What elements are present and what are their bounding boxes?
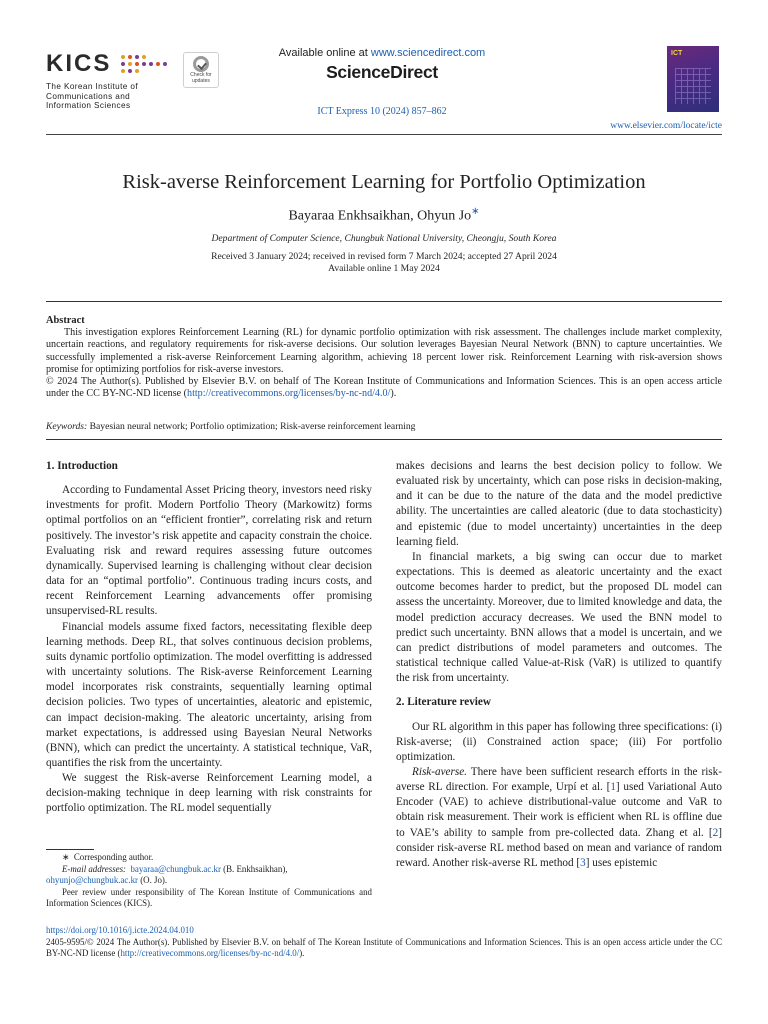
- journal-reference-link[interactable]: ICT Express 10 (2024) 857–862: [317, 106, 447, 117]
- corresponding-author-note: ∗ Corresponding author.: [62, 852, 154, 862]
- page-bottom-info: [46, 925, 722, 960]
- email-addresses: E-mail addresses: bayaraa@chungbuk.ac.kr (B. Enkhsaikhan),: [62, 863, 288, 874]
- section-literature-review-heading: 2. Literature review: [396, 696, 491, 709]
- left-column: [46, 459, 372, 817]
- cover-pattern: [675, 68, 711, 104]
- check-for-updates-button[interactable]: Check for updates: [183, 52, 219, 88]
- right-column: [396, 459, 722, 871]
- sciencedirect-logo: ScienceDirect: [326, 62, 438, 82]
- corresponding-author-mark[interactable]: ∗: [471, 206, 480, 217]
- intro-paragraph-1: According to Fundamental Asset Pricing theory, investors need risky investments for profit. Modern Portfolio Theory (Markowitz) forms optimal portfolios on an “efficient frontier”, correlating risk and return positively. The investor’s risk appetite and capacity constrain the choice. Evaluating risk and reward requires assessing future outcomes dynamically. Supervised learning is challenging without clear decision data for an “optimal portfolio”. Continuous trading incurs costs, and recent Reinforcement Learning advancements offer promising unsupervised-RL results.: [46, 484, 372, 618]
- keywords: [46, 421, 722, 432]
- abstract-bottom-divider: [46, 439, 722, 440]
- header-divider: [46, 134, 722, 135]
- available-online: Available online at www.sciencedirect.com: [278, 47, 486, 59]
- elsevier-locate-link[interactable]: www.elsevier.com/locate/icte: [610, 121, 722, 131]
- kics-dots-icon: [121, 53, 175, 75]
- abstract-copyright: © 2024 The Author(s). Published by Elsevier B.V. on behalf of The Korean Institute of Communications and Information Sciences. This is an open access article under the CC BY-NC-ND license (http://creativecommons.org/licenses/by-nc-nd/4.0/).: [46, 376, 722, 400]
- abstract-body: This investigation explores Reinforcement Learning (RL) for dynamic portfolio optimization with risk assessment. The challenges include market complexity, uncertain reactions, and regulatory requirements for risk-averse decisions. Our solution leverages Bayesian Neural Network (BNN) to capture uncertainties. We successfully implemented a risk-averse Reinforcement Learning algorithm, achieving 18 percent lower risk. Reinforcement Learning with risk-aversion shows promise for optimizing portfolios for risk-averse investors.: [46, 327, 722, 375]
- abstract-section: [46, 315, 722, 400]
- email-jo: ohyunjo@chungbuk.ac.kr (O. Jo).: [46, 875, 168, 886]
- abstract-license-link[interactable]: http://creativecommons.org/licenses/by-nc-nd/4.0/: [187, 388, 391, 400]
- intro-paragraph-2: Financial models assume fixed factors, necessitating flexible deep learning methods. Deep RL, that solves continuous decision problems, suits dynamic portfolio optimization. The model overfitting is addressed with uncertainty solutions. The Risk-averse Reinforcement Learning model incorporates risk constraints, sequentially learning optimal decision policies. Two types of uncertainties, aleatoric and epistemic, can impact decision-making. The aleatoric uncertainty, arising from market expectations, is addressed using Bayesian Neural Networks (BNN), which can predict the uncertainty. A statistical technique, VaR, quantifies the risk from the uncertainty.: [46, 620, 372, 769]
- peer-review-note: Peer review under responsibility of The Korean Institute of Communications and Information Sciences (KICS).: [46, 886, 372, 909]
- article-authors: Bayaraa Enkhsaikhan, Ohyun Jo∗: [288, 206, 480, 224]
- email-jo-link[interactable]: ohyunjo@chungbuk.ac.kr: [46, 875, 138, 886]
- sciencedirect-link[interactable]: www.sciencedirect.com: [370, 47, 486, 59]
- kics-subtitle: The Korean Institute of Communications and Information Sciences: [46, 82, 139, 110]
- footnotes: [46, 852, 372, 910]
- footnote-divider: [46, 849, 94, 850]
- doi-link[interactable]: https://doi.org/10.1016/j.icte.2024.04.010: [46, 925, 194, 935]
- article-history: Received 3 January 2024; received in revised form 7 March 2024; accepted 27 April 2024 Available online 1 May 2024: [211, 251, 557, 274]
- citation-1-link[interactable]: 1: [610, 781, 616, 794]
- email-enkhsaikhan-link[interactable]: bayaraa@chungbuk.ac.kr: [130, 863, 221, 874]
- risk-averse-label: Risk-averse.: [412, 765, 467, 778]
- check-updates-icon: [193, 56, 209, 72]
- intro-paragraph-3: We suggest the Risk-averse Reinforcement Learning model, a decision-making technique in deep learning with risk constraints for portfolio optimization. The RL model sequentially: [46, 772, 372, 815]
- issn-copyright: 2405-9595/© 2024 The Author(s). Published by Elsevier B.V. on behalf of The Korean Institute of Communications and Information Sciences. This is an open access article under the CC BY-NC-ND license (http://creativecommons.org/licenses/by-nc-nd/4.0/).: [46, 936, 722, 959]
- lit-paragraph-2: Risk-averse. There have been sufficient research efforts in the risk-averse RL direction. For example, Urpí et al. [1] used Variational Auto Encoder (VAE) to achieve distributional-value outcome and VaR to obtain risk measurement. Their work is efficient when RL is offline due to VAE’s ability to sample from pre-collected data. Zhang et al. [2] consider risk-averse RL method based on mean and variance of random reward. Another risk-averse RL method [3] uses epistemic: [396, 765, 723, 869]
- intro-paragraph-3-continued: makes decisions and learns the best decision policy to follow. We evaluated risk by uncertainty, which can pose risks in decision-making, and it can be due to the nature of the data and the model predictive ability. The uncertainties are called aleatoric (due to data stochasticity) and epistemic (due to model uncertainty) uncertainties in the deep learning field.: [396, 460, 722, 548]
- section-introduction-heading: 1. Introduction: [46, 460, 118, 472]
- affiliation: Department of Computer Science, Chungbuk National University, Cheongju, South Korea: [211, 233, 557, 244]
- article-title: Risk-averse Reinforcement Learning for Portfolio Optimization: [122, 171, 646, 193]
- journal-cover-image[interactable]: ICT: [667, 46, 719, 112]
- page-header: [0, 0, 768, 140]
- intro-paragraph-4: In financial markets, a big swing can occur due to market expectations. This is deemed as aleatoric uncertainty and the exact outcome becomes harder to predict, but the proposed DL model can assess the uncertainty. Moreover, due to limited knowledge and data, the model prediction accuracy decreases. We used the BNN model to predict such uncertainty. BNN allows that a model is uncertain, and we can predict distributions of model parameters and outcomes. The statistical technique called Value-at-Risk (VaR) is utilized to quantify the risk from uncertainty.: [396, 550, 722, 685]
- bottom-license-link[interactable]: http://creativecommons.org/licenses/by-nc-nd/4.0/: [120, 948, 300, 959]
- citation-2-link[interactable]: 2: [712, 826, 719, 839]
- citation-3-link[interactable]: 3: [580, 856, 586, 869]
- keywords-list: Bayesian neural network; Portfolio optimization; Risk-averse reinforcement learning: [87, 421, 416, 432]
- abstract-top-divider: [46, 301, 722, 302]
- abstract-heading: Abstract: [46, 315, 85, 326]
- keywords-label: Keywords:: [46, 421, 88, 432]
- lit-paragraph-1: Our RL algorithm in this paper has following three specifications: (i) Risk-averse; (ii) Constrained action space; (iii) For portfolio optimization.: [396, 720, 722, 763]
- kics-logo: [46, 50, 176, 111]
- kics-wordmark: KICS: [46, 50, 112, 77]
